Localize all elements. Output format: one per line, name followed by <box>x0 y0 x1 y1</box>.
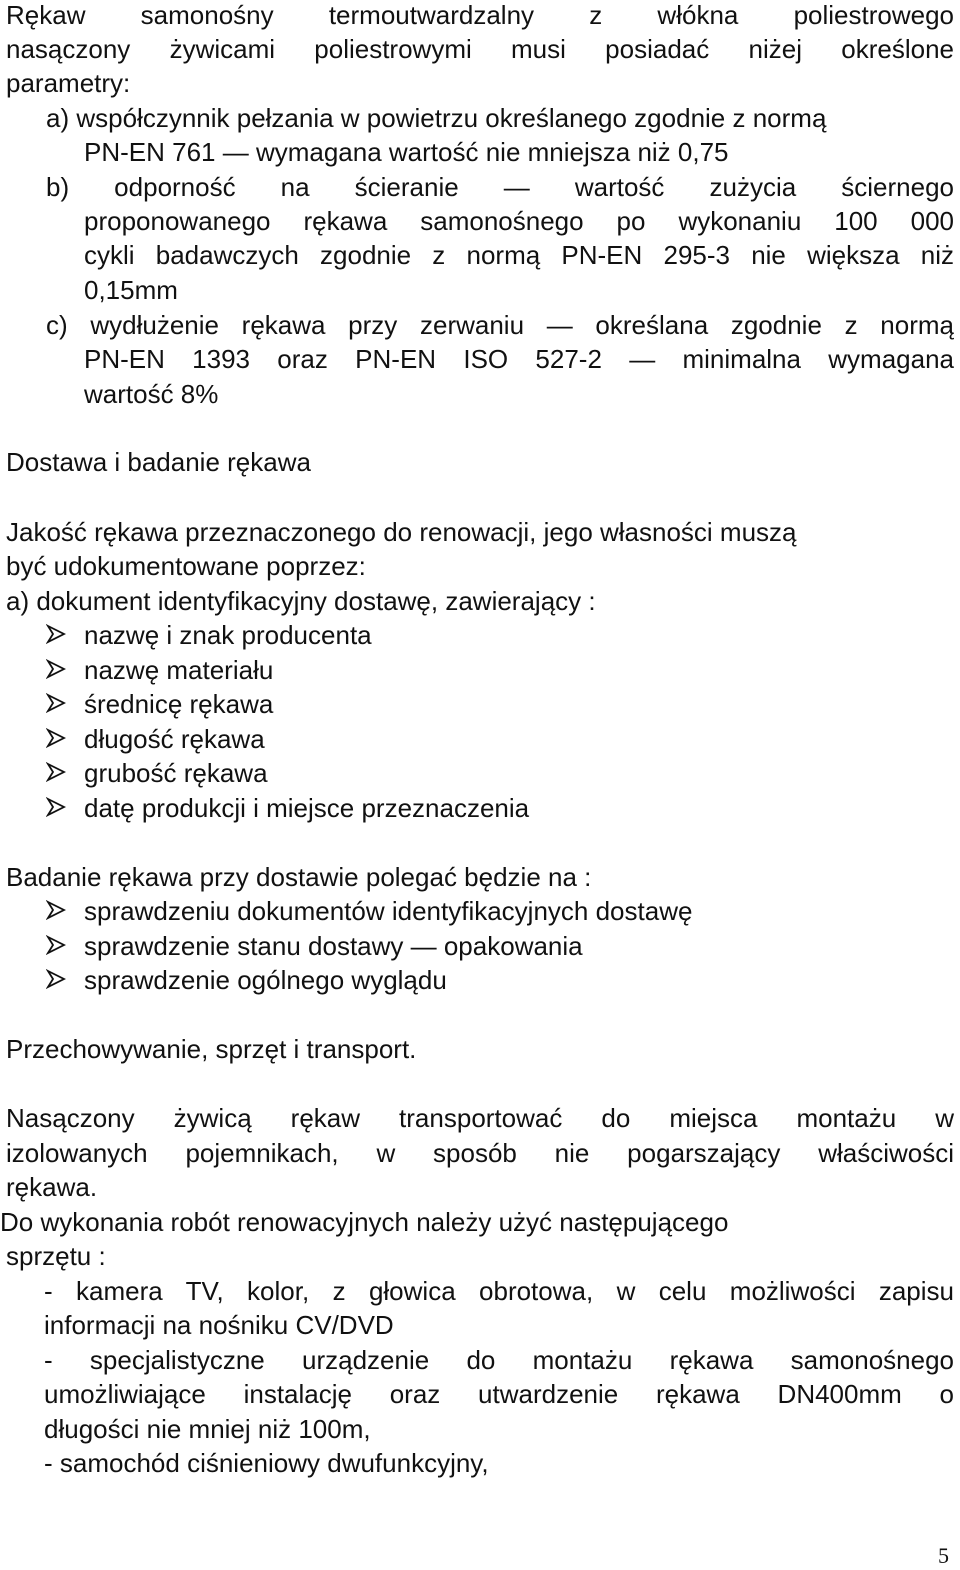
arrow-bullet-icon <box>46 797 66 817</box>
arrow-bullet-icon <box>46 900 66 920</box>
param-c-line-2: PN-EN 1393 oraz PN-EN ISO 527-2 — minimalna wymagana <box>84 344 954 374</box>
document-item: długość rękawa <box>84 724 265 754</box>
transport-line-3: rękawa. <box>6 1172 98 1202</box>
equipment-item-2-line-3: długości nie mniej niż 100m, <box>44 1414 371 1444</box>
test-item: sprawdzeniu dokumentów identyfikacyjnych dostawę <box>84 896 693 926</box>
page-number: 5 <box>938 1543 949 1568</box>
arrow-bullet-icon <box>46 762 66 782</box>
param-b-line-2: proponowanego rękawa samonośnego po wykonaniu 100 000 <box>84 206 954 236</box>
arrow-bullet-icon <box>46 624 66 644</box>
equipment-item-1-line-2: informacji na nośniku CV/DVD <box>44 1310 394 1340</box>
param-a-line-2: PN-EN 761 — wymagana wartość nie mniejsza niż 0,75 <box>84 137 729 167</box>
quality-line-1: Jakość rękawa przeznaczonego do renowacji, jego własności muszą <box>6 517 797 547</box>
equipment-item-2-line-2: umożliwiające instalację oraz utwardzenie rękawa DN400mm o <box>44 1379 954 1409</box>
arrow-bullet-icon <box>46 969 66 989</box>
param-b-line-3: cykli badawczych zgodnie z normą PN-EN 295-3 nie większa niż <box>84 240 954 270</box>
intro-line-1: Rękaw samonośny termoutwardzalny z włókna poliestrowego <box>6 0 954 30</box>
arrow-bullet-icon <box>46 935 66 955</box>
delivery-heading: Dostawa i badanie rękawa <box>6 447 311 477</box>
param-b-line-1: b) odporność na ścieranie — wartość zużycia ściernego <box>46 172 954 202</box>
equipment-item-2-line-1: - specjalistyczne urządzenie do montażu rękawa samonośnego <box>44 1345 954 1375</box>
test-item: sprawdzenie ogólnego wyglądu <box>84 965 447 995</box>
document-item: nazwę materiału <box>84 655 274 685</box>
param-c-line-3: wartość 8% <box>84 379 219 409</box>
storage-heading: Przechowywanie, sprzęt i transport. <box>6 1034 417 1064</box>
transport-line-2: izolowanych pojemnikach, w sposób nie pogarszający właściwości <box>6 1138 954 1168</box>
intro-line-3: parametry: <box>6 68 131 98</box>
arrow-bullet-icon <box>46 728 66 748</box>
equipment-line-2: sprzętu : <box>6 1241 106 1271</box>
equipment-item-1-line-1: - kamera TV, kolor, z głowica obrotowa, w celu możliwości zapisu <box>44 1276 954 1306</box>
document-item: nazwę i znak producenta <box>84 620 372 650</box>
document-item: średnicę rękawa <box>84 689 274 719</box>
equipment-item-3-line-1: - samochód ciśnieniowy dwufunkcyjny, <box>44 1448 489 1478</box>
test-item: sprawdzenie stanu dostawy — opakowania <box>84 931 583 961</box>
param-a-line-1: a) współczynnik pełzania w powietrzu określanego zgodnie z normą <box>46 103 827 133</box>
quality-line-3: a) dokument identyfikacyjny dostawę, zawierający : <box>6 586 596 616</box>
param-c-line-1: c) wydłużenie rękawa przy zerwaniu — określana zgodnie z normą <box>46 310 954 340</box>
arrow-bullet-icon <box>46 659 66 679</box>
document-item: grubość rękawa <box>84 758 268 788</box>
test-intro: Badanie rękawa przy dostawie polegać będzie na : <box>6 862 592 892</box>
document-item: datę produkcji i miejsce przeznaczenia <box>84 793 530 823</box>
param-b-line-4: 0,15mm <box>84 275 178 305</box>
intro-line-2: nasączony żywicami poliestrowymi musi posiadać niżej określone <box>6 34 954 64</box>
arrow-bullet-icon <box>46 693 66 713</box>
transport-line-1: Nasączony żywicą rękaw transportować do miejsca montażu w <box>6 1103 954 1133</box>
quality-line-2: być udokumentowane poprzez: <box>6 551 366 581</box>
equipment-line-1: Do wykonania robót renowacyjnych należy użyć następującego <box>0 1207 729 1237</box>
